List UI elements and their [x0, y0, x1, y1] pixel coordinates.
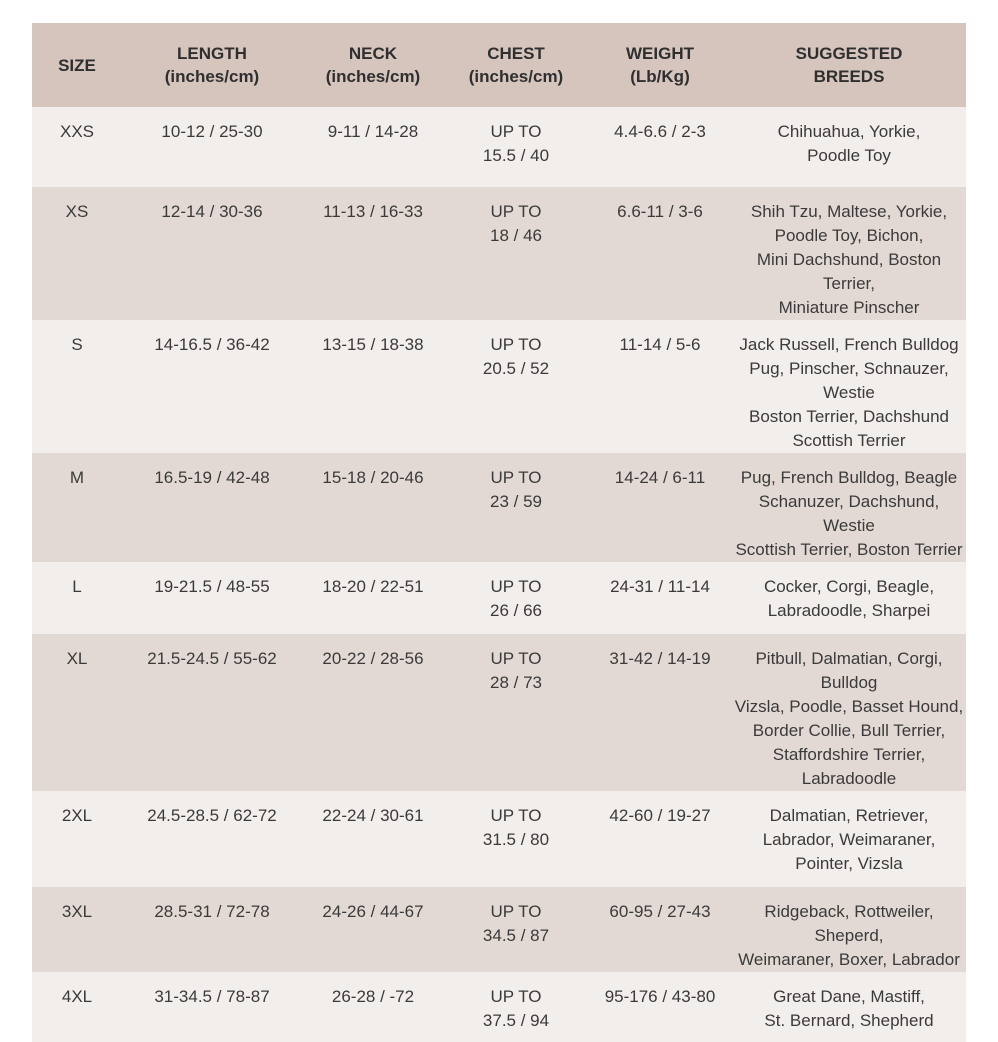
breeds-cell: Cocker, Corgi, Beagle, Labradoodle, Sharpei: [732, 562, 966, 634]
breeds-cell: Ridgeback, Rottweiler, Sheperd, Weimaraner, Boxer, Labrador: [732, 887, 966, 972]
neck-cell: 13-15 / 18-38: [302, 320, 444, 453]
neck-cell: 26-28 / -72: [302, 972, 444, 1042]
length-cell: 16.5-19 / 42-48: [122, 453, 302, 562]
weight-cell: 42-60 / 19-27: [588, 791, 732, 887]
length-cell: 12-14 / 30-36: [122, 187, 302, 320]
size-cell: M: [32, 453, 122, 562]
table-row: [32, 562, 966, 634]
neck-cell: 15-18 / 20-46: [302, 453, 444, 562]
breeds-cell: Great Dane, Mastiff, St. Bernard, Shepherd: [732, 972, 966, 1042]
breeds-cell: Chihuahua, Yorkie, Poodle Toy: [732, 107, 966, 187]
breeds-cell: Dalmatian, Retriever, Labrador, Weimaraner, Pointer, Vizsla: [732, 791, 966, 887]
breeds-cell: Shih Tzu, Maltese, Yorkie, Poodle Toy, Bichon, Mini Dachshund, Boston Terrier, Miniature Pinscher: [732, 187, 966, 320]
weight-cell: 95-176 / 43-80: [588, 972, 732, 1042]
header-chest: CHEST (inches/cm): [444, 23, 588, 107]
header-row: [32, 23, 966, 107]
chest-cell: UP TO 18 / 46: [444, 187, 588, 320]
length-cell: 31-34.5 / 78-87: [122, 972, 302, 1042]
length-cell: 28.5-31 / 72-78: [122, 887, 302, 972]
table-row: [32, 453, 966, 562]
breeds-cell: Pug, French Bulldog, Beagle Schanuzer, Dachshund, Westie Scottish Terrier, Boston Terrier: [732, 453, 966, 562]
size-cell: XXS: [32, 107, 122, 187]
table-row: [32, 107, 966, 187]
size-cell: XS: [32, 187, 122, 320]
weight-cell: 24-31 / 11-14: [588, 562, 732, 634]
chest-cell: UP TO 23 / 59: [444, 453, 588, 562]
header-neck: NECK (inches/cm): [302, 23, 444, 107]
chest-cell: UP TO 37.5 / 94: [444, 972, 588, 1042]
chest-cell: UP TO 20.5 / 52: [444, 320, 588, 453]
length-cell: 10-12 / 25-30: [122, 107, 302, 187]
table-row: [32, 320, 966, 453]
table-row: [32, 187, 966, 320]
neck-cell: 11-13 / 16-33: [302, 187, 444, 320]
chest-cell: UP TO 26 / 66: [444, 562, 588, 634]
chest-cell: UP TO 31.5 / 80: [444, 791, 588, 887]
size-cell: XL: [32, 634, 122, 791]
header-suggested-breeds: SUGGESTED BREEDS: [732, 23, 966, 107]
weight-cell: 11-14 / 5-6: [588, 320, 732, 453]
weight-cell: 60-95 / 27-43: [588, 887, 732, 972]
table-row: [32, 887, 966, 972]
header-length: LENGTH (inches/cm): [122, 23, 302, 107]
breeds-cell: Jack Russell, French Bulldog Pug, Pinscher, Schnauzer, Westie Boston Terrier, Dachshund Scottish Terrier: [732, 320, 966, 453]
header-weight: WEIGHT (Lb/Kg): [588, 23, 732, 107]
neck-cell: 9-11 / 14-28: [302, 107, 444, 187]
size-cell: 2XL: [32, 791, 122, 887]
chest-cell: UP TO 34.5 / 87: [444, 887, 588, 972]
neck-cell: 18-20 / 22-51: [302, 562, 444, 634]
length-cell: 21.5-24.5 / 55-62: [122, 634, 302, 791]
table-row: [32, 791, 966, 887]
chest-cell: UP TO 15.5 / 40: [444, 107, 588, 187]
size-cell: 4XL: [32, 972, 122, 1042]
neck-cell: 22-24 / 30-61: [302, 791, 444, 887]
size-chart-table: [32, 23, 966, 1042]
length-cell: 14-16.5 / 36-42: [122, 320, 302, 453]
table-row: [32, 972, 966, 1042]
neck-cell: 24-26 / 44-67: [302, 887, 444, 972]
length-cell: 19-21.5 / 48-55: [122, 562, 302, 634]
table-row: [32, 634, 966, 791]
weight-cell: 14-24 / 6-11: [588, 453, 732, 562]
neck-cell: 20-22 / 28-56: [302, 634, 444, 791]
breeds-cell: Pitbull, Dalmatian, Corgi, Bulldog Vizsla, Poodle, Basset Hound, Border Collie, Bull Terrier, Staffordshire Terrier, Labradoodle: [732, 634, 966, 791]
size-cell: 3XL: [32, 887, 122, 972]
header-size: SIZE: [32, 23, 122, 107]
size-cell: L: [32, 562, 122, 634]
weight-cell: 4.4-6.6 / 2-3: [588, 107, 732, 187]
chest-cell: UP TO 28 / 73: [444, 634, 588, 791]
weight-cell: 6.6-11 / 3-6: [588, 187, 732, 320]
size-cell: S: [32, 320, 122, 453]
length-cell: 24.5-28.5 / 62-72: [122, 791, 302, 887]
weight-cell: 31-42 / 14-19: [588, 634, 732, 791]
